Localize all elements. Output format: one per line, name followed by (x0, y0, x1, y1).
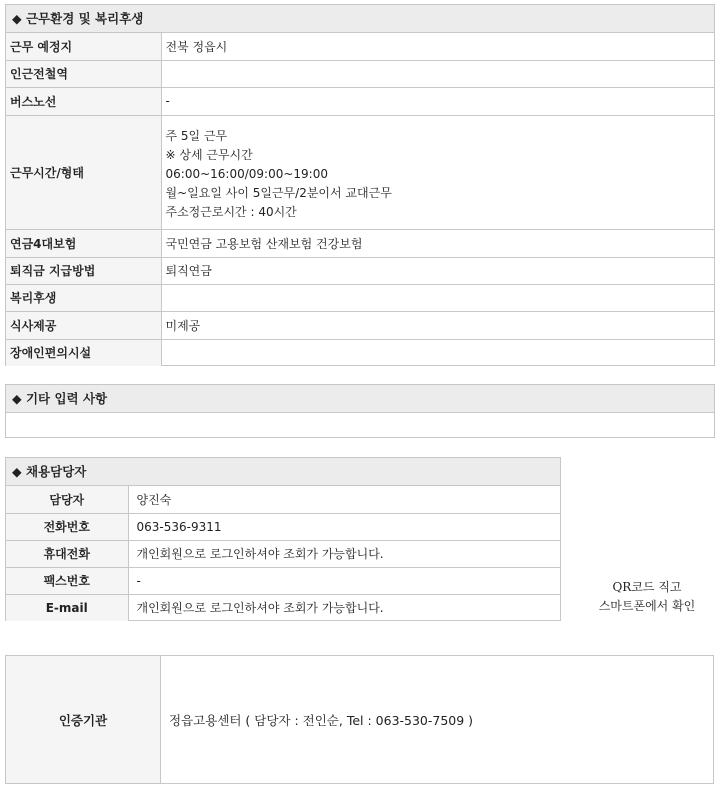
table-row (6, 257, 714, 284)
subway-station-value (161, 60, 714, 87)
table-row (6, 115, 714, 229)
section-title: ◆ 기타 입력 사항 (6, 385, 714, 413)
certification-label: 인증기관 (6, 656, 161, 783)
certification-section (5, 655, 714, 784)
qr-line: QR코드 직고 (612, 580, 682, 594)
work-hours-value (161, 115, 714, 229)
qr-notice (572, 578, 721, 616)
severance-label: 퇴직금 지급방법 (6, 257, 161, 284)
subway-station-label: 인근전철역 (6, 60, 161, 87)
table-row (6, 229, 714, 257)
fax-label: 팩스번호 (6, 567, 128, 594)
table-row (6, 60, 714, 87)
meal-label: 식사제공 (6, 311, 161, 339)
work-hours-line: 주소정근로시간 : 40시간 (165, 204, 297, 219)
section-title: ◆ 근무환경 및 복리후생 (6, 5, 714, 33)
certification-value: 정읍고용센터 ( 담당자 : 전인순, Tel : 063-530-7509 ) (169, 712, 474, 728)
table-row (6, 594, 560, 621)
welfare-value (161, 284, 714, 311)
other-info-value (6, 413, 714, 421)
work-location-value: 전북 정읍시 (161, 33, 714, 60)
recruiter-section (5, 457, 561, 621)
section-title: ◆ 채용담당자 (6, 458, 560, 486)
table-row (6, 311, 714, 339)
work-hours-label: 근무시간/형태 (6, 115, 161, 229)
table-row (6, 540, 560, 567)
work-environment-section (5, 4, 715, 366)
work-hours-line: ※ 상세 근무시간 (165, 147, 253, 162)
other-info-section (5, 384, 715, 438)
phone-label: 전화번호 (6, 513, 128, 540)
work-environment-table (6, 33, 714, 366)
mobile-value: 개인회원으로 로그인하셔야 조회가 가능합니다. (128, 540, 560, 567)
table-row (6, 87, 714, 115)
severance-value: 퇴직연금 (161, 257, 714, 284)
recruiter-table (6, 486, 560, 621)
table-row (6, 284, 714, 311)
table-row (6, 486, 560, 513)
fax-value: - (128, 567, 560, 594)
email-value: 개인회원으로 로그인하셔야 조회가 가능합니다. (136, 601, 384, 616)
welfare-label: 복리후생 (6, 284, 161, 311)
work-location-label: 근무 예정지 (6, 33, 161, 60)
insurance-value: 국민연금 고용보험 산재보험 건강보험 (161, 229, 714, 257)
bus-route-value: - (161, 87, 714, 115)
work-hours-line: 06:00~16:00/09:00~19:00 (165, 166, 328, 181)
meal-value: 미제공 (161, 311, 714, 339)
accessibility-value (161, 339, 714, 366)
accessibility-label: 장애인편의시설 (6, 339, 161, 366)
email-label: E-mail (6, 594, 128, 621)
qr-line: 스마트폰에서 확인 (598, 599, 696, 613)
phone-value: 063-536-9311 (128, 513, 560, 540)
table-row (6, 567, 560, 594)
manager-label: 담당자 (6, 486, 128, 513)
work-hours-line: 주 5일 근무 (165, 128, 228, 143)
table-row (6, 513, 560, 540)
work-hours-line: 월~일요일 사이 5일근무/2분이서 교대근무 (165, 185, 392, 200)
table-row (6, 339, 714, 366)
insurance-label: 연금4대보험 (6, 229, 161, 257)
bus-route-label: 버스노선 (6, 87, 161, 115)
table-row (6, 33, 714, 60)
manager-value: 양진숙 (128, 486, 560, 513)
mobile-label: 휴대전화 (6, 540, 128, 567)
